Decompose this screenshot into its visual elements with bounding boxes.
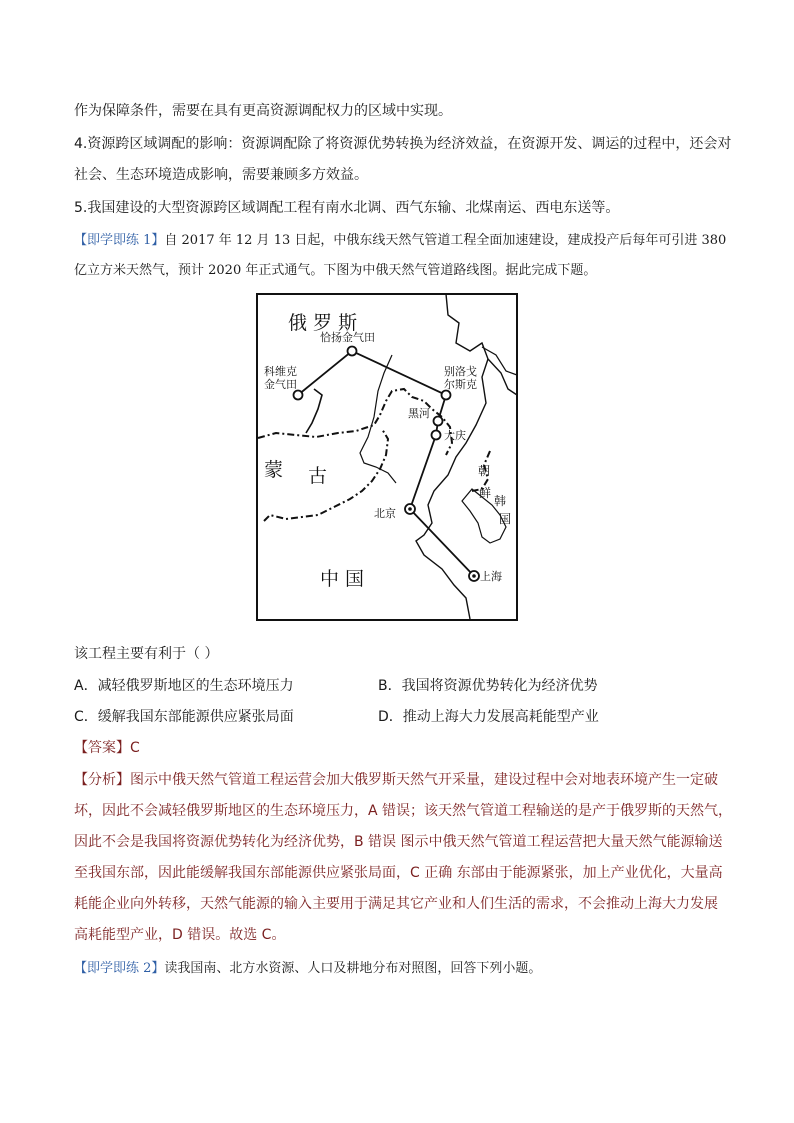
analysis-line-1: [74, 769, 718, 789]
label-heihe: 黑河: [408, 407, 430, 420]
analysis-line-5: 耗能企业向外转移，天然气能源的输入主要用于满足其它产业和人们生活的需求，不会推动上海大力发展: [74, 896, 718, 912]
analysis-text-1: 图示中俄天然气管道工程运营会加大俄罗斯天然气开采量，建设过程中会对地表环境产生一定破: [130, 772, 718, 788]
label-korea-3: 韩: [494, 494, 507, 508]
practice1-text-1: 自 2017 年 12 月 13 日起，中俄东线天然气管道工程全面加速建设，建成投产后每年可引进 380: [164, 233, 727, 248]
heihe-marker: [434, 417, 443, 426]
option-b: B．我国将资源优势转化为经济优势: [378, 678, 598, 694]
analysis-line-2: 坏，因此不会减轻俄罗斯地区的生态环境压力，A 错误；该天然气管道工程输送的是产于俄罗斯的天然气，: [74, 803, 733, 819]
analysis-line-3: 因此不会是我国将资源优势转化为经济优势，B 错误 图示中俄天然气管道工程运营把大量天然气能源输送: [74, 834, 723, 850]
label-shanghai: 上海: [480, 570, 502, 583]
practice1-line-2: 亿立方米天然气，预计 2020 年正式通气。下图为中俄天然气管道路线图。据此完成下题。: [74, 263, 597, 278]
answer-label: 【答案】: [74, 740, 130, 756]
label-beijing: 北京: [374, 507, 396, 520]
option-c: C．缓解我国东部能源供应紧张局面: [74, 709, 294, 725]
shanghai-marker-dot: [472, 574, 476, 578]
label-russia: 俄 罗 斯: [288, 312, 358, 334]
label-mongolia-2: 古: [308, 465, 328, 487]
label-blag-1: 别洛戈: [444, 365, 477, 378]
label-china: 中 国: [320, 568, 365, 590]
chayanda-field-marker: [348, 347, 357, 356]
label-blag-2: 尔斯克: [444, 378, 477, 391]
label-kovykta-1: 科维克: [264, 365, 297, 378]
blagoveshchensk-marker: [442, 391, 451, 400]
label-korea-2: 鲜: [479, 486, 492, 500]
answer-line: [74, 737, 140, 757]
map-frame: [257, 294, 517, 620]
label-mongolia-1: 蒙: [264, 459, 284, 481]
beijing-marker-dot: [408, 507, 412, 511]
label-korea-4: 国: [499, 512, 512, 526]
question-stem: 该工程主要有利于（ ）: [74, 646, 219, 662]
label-korea-1: 朝: [478, 464, 491, 478]
practice1-line-1: [74, 229, 726, 248]
daqing-marker: [432, 431, 441, 440]
label-kovykta-2: 金气田: [264, 378, 297, 391]
pipeline-map: [256, 293, 518, 621]
analysis-line-4: 至我国东部，因此能缓解我国东部能源供应紧张局面，C 正确 东部由于能源紧张，加上产业优化，大量高: [74, 865, 723, 881]
practice2-text: 读我国南、北方水资源、人口及耕地分布对照图，回答下列小题。: [164, 961, 542, 976]
intro-line-4: 5.我国建设的大型资源跨区域调配工程有南水北调、西气东输、北煤南运、西电东送等。: [74, 200, 620, 216]
option-d: D．推动上海大力发展高耗能型产业: [378, 709, 599, 725]
analysis-label: 【分析】: [74, 772, 130, 788]
practice2-line: [74, 957, 541, 976]
kovykta-field-marker: [294, 391, 303, 400]
analysis-line-6: 高耗能型产业，D 错误。故选 C。: [74, 927, 286, 943]
option-a: A．减轻俄罗斯地区的生态环境压力: [74, 678, 294, 694]
intro-line-2: 4.资源跨区域调配的影响：资源调配除了将资源优势转换为经济效益，在资源开发、调运的过程中，还会对: [74, 136, 732, 152]
label-chayanda: 恰扬金气田: [320, 331, 375, 344]
answer-value: C: [130, 740, 140, 756]
intro-line-3: 社会、生态环境造成影响，需要兼顾多方效益。: [74, 167, 368, 183]
practice1-tag: 【即学即练 1】: [74, 233, 165, 248]
intro-line-1: 作为保障条件，需要在具有更高资源调配权力的区域中实现。: [74, 103, 452, 119]
label-daqing: 大庆: [444, 429, 466, 442]
practice2-tag: 【即学即练 2】: [74, 961, 165, 976]
